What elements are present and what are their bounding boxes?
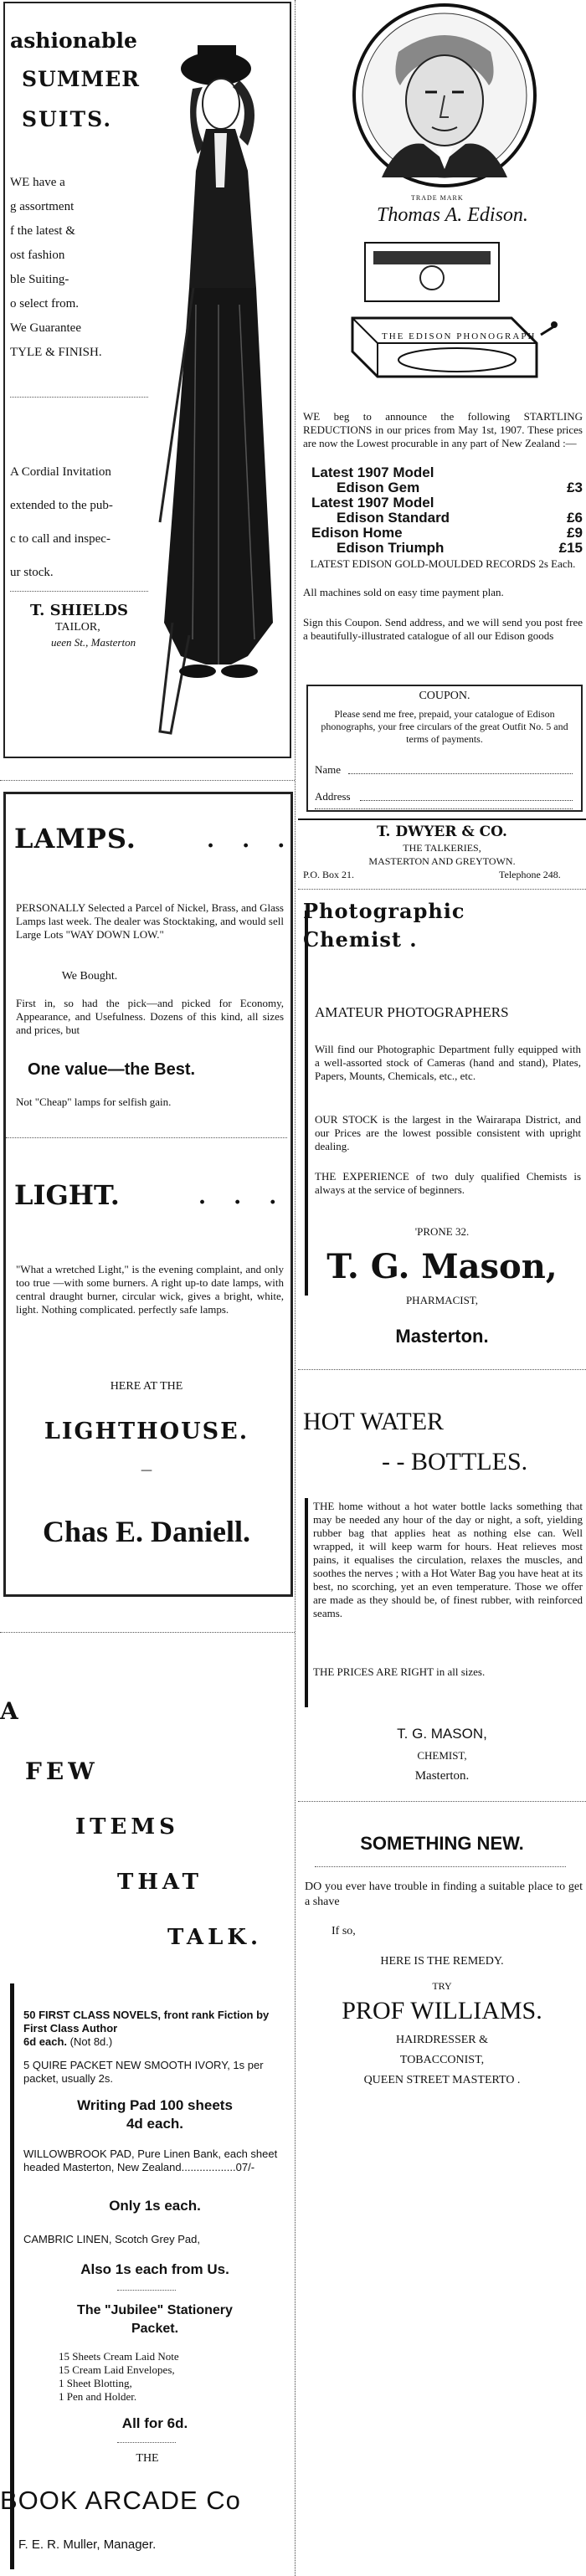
book-item-1-note: (Not 8d.) [69, 2035, 113, 2048]
photo-phone: 'PRONE 32. [414, 1225, 470, 1238]
lamps-bought: We Bought. [61, 970, 118, 983]
hot-water-prices [313, 1665, 583, 1679]
edison-portrait-medallion [348, 2, 541, 194]
phonograph-label: THE EDISON PHONOGRAPH [382, 331, 537, 341]
dash: — [141, 1464, 152, 1477]
edison-intro [303, 410, 583, 450]
light-dots: . . . [198, 1184, 287, 1209]
edison-model: Latest 1907 Model [311, 495, 434, 511]
edison-sign-text: Sign this Coupon. Send address, and we will send you post free a beautifully-illustrated catalogue of all our Edison goods [303, 616, 583, 642]
book-item-2 [23, 2059, 288, 2086]
edison-price-row [303, 526, 583, 541]
shields-invitation [10, 455, 165, 589]
edison-records [303, 557, 583, 571]
divider [0, 780, 295, 781]
divider [298, 818, 586, 820]
lamps-dots: . . . [207, 828, 296, 853]
left-rule [10, 1983, 14, 2569]
edison-signature: Thomas A. Edison. [377, 204, 528, 226]
photo-title-1: Photographic [303, 899, 465, 923]
lamps-cheap: Not "Cheap" lamps for selfish gain. [16, 1096, 172, 1108]
shields-headline-1: ashionable [10, 28, 137, 53]
edison-model: Latest 1907 Model [311, 464, 434, 480]
light-p3-text: "What a wretched Light," is the evening complaint, and only too true —with some burners. A right up-to date lamps, with central draught burner, circular wick, gives a bright, white, light. Nothing complicated. perfectly safe lamps. [16, 1263, 284, 1316]
edison-price-row [303, 495, 583, 511]
jubilee-item: 1 Pen and Holder. [59, 2390, 137, 2403]
writing-pad-price: 4d each. [126, 2116, 184, 2132]
shields-address: ueen St., Masterton [51, 636, 136, 649]
lamps-paragraph-1 [16, 901, 284, 942]
shields-body-line: We Guarantee [10, 321, 81, 335]
williams-title: SOMETHING NEW. [360, 1833, 524, 1854]
hot-water-text: THE home without a hot water bottle lacks something that may be needed any hour of the day or night, a soft, yielding rubber bag that applies heat as nothing else can. Well wrapped, it will keep warm for hours. Heat relieves most pains, it equalises the circulation, relaxes the muscles, and soothes the nerves ; with a Hot Water Bag you have heat at its best, no scorching, yet an even temperature. Those we offer are made as they should be, of finest rubber, with reinforced seams. [313, 1500, 583, 1619]
williams-ifso: If so, [332, 1925, 356, 1937]
divider [298, 889, 586, 890]
the-label: THE [136, 2452, 159, 2465]
shields-body [10, 171, 152, 365]
hot-water-prices-text: THE PRICES ARE RIGHT in all sizes. [313, 1665, 486, 1678]
shields-name: T. SHIELDS [30, 602, 129, 619]
shields-body-line: ble Suiting- [10, 273, 69, 286]
dwyer-pobox: P.O. Box 21. [303, 869, 355, 880]
lamps-ad [3, 792, 296, 1597]
daniell-name: Chas E. Daniell. [42, 1515, 251, 1548]
dwyer-line-1: THE TALKERIES, [403, 842, 481, 854]
williams-remedy: HERE IS THE REMEDY. [380, 1955, 504, 1968]
shields-body-line: WE have a [10, 176, 65, 189]
lamps-value: One value—the Best. [28, 1060, 196, 1079]
lamps-title: LAMPS. [14, 823, 136, 854]
shields-invite-line: extended to the pub- [10, 499, 113, 512]
coupon-address-field-2[interactable] [315, 808, 573, 809]
shields-invite-line: c to call and inspec- [10, 532, 111, 546]
photo-paragraph-2 [315, 1113, 581, 1153]
cambric-linen: CAMBRIC LINEN, Scotch Grey Pad, [23, 2233, 200, 2245]
mason2-town: Masterton. [414, 1769, 470, 1783]
edison-terms [303, 586, 583, 599]
few-items-that: THAT [117, 1870, 203, 1895]
williams-try: TRY [432, 1980, 452, 1992]
divider [6, 1137, 287, 1138]
divider [117, 2442, 176, 2443]
divider [10, 591, 148, 592]
here-at-the: HERE AT THE [110, 1380, 183, 1393]
shields-ad [3, 2, 291, 758]
photo-p3-text: THE EXPERIENCE of two duly qualified Chemists is always at the service of beginners. [315, 1170, 581, 1196]
coupon-name-label: Name [315, 763, 342, 776]
edison-model: Edison Gem [337, 480, 420, 495]
mason-town: Masterton. [395, 1326, 489, 1347]
coupon-form [306, 685, 583, 812]
shields-body-line: ost fashion [10, 249, 65, 262]
shields-body-line: o select from. [10, 297, 80, 310]
jubilee-item: 15 Sheets Cream Laid Note [59, 2350, 179, 2363]
photo-p1-text: Will find our Photographic Department fully equipped with a well-assorted stock of Cameras (hand and stand), Plates, Papers, Mounts, Chemicals, etc., etc. [315, 1043, 581, 1082]
few-items-talk: TALK. [167, 1925, 263, 1950]
edison-price-row [303, 465, 583, 480]
lamps-p1-text: PERSONALLY Selected a Parcel of Nickel, Brass, and Glass Lamps last week. The dealer was Stocktaking, and would sell Large Lots "WAY DOWN LOW." [16, 901, 284, 941]
shields-invite-line: ur stock. [10, 566, 54, 579]
trademark-label: TRADE MARK [411, 194, 464, 202]
edison-price: £9 [567, 525, 583, 541]
dwyer-line-2: MASTERTON AND GREYTOWN. [368, 855, 516, 867]
hot-water-title-2: - - BOTTLES. [382, 1448, 528, 1475]
hot-water-paragraph [313, 1500, 583, 1620]
edison-records-text: LATEST EDISON GOLD-MOULDED RECORDS 2s Each. [310, 557, 576, 570]
dwyer-phone: Telephone 248. [499, 869, 561, 880]
coupon-title: COUPON. [419, 690, 470, 702]
book-arcade-manager: F. E. R. Muller, Manager. [18, 2538, 157, 2552]
edison-terms-text: All machines sold on easy time payment plan. [303, 586, 504, 598]
shields-invite-line: A Cordial Invitation [10, 465, 111, 479]
few-items-few: FEW [25, 1758, 99, 1785]
edison-model: Edison Home [311, 525, 403, 541]
williams-name: PROF WILLIAMS. [342, 1997, 542, 2024]
light-title: LIGHT. [14, 1179, 120, 1211]
divider [10, 397, 148, 398]
williams-line-3: QUEEN STREET MASTERTO . [363, 2074, 521, 2086]
edison-price-list [303, 465, 583, 556]
mason2-name: T. G. MASON, [397, 1726, 487, 1742]
shields-body-line: f the latest & [10, 224, 75, 238]
book-item-4 [23, 2148, 288, 2174]
light-paragraph [16, 1263, 284, 1316]
mason-name: T. G. Mason, [326, 1247, 558, 1286]
edison-sign [303, 616, 583, 643]
only-1s: Only 1s each. [109, 2198, 201, 2214]
coupon-name-field[interactable] [348, 773, 573, 774]
woman-in-suit-illustration [156, 20, 281, 740]
coupon-text-body: Please send me free, prepaid, your catalogue of Edison phonographs, your free circulars of the great Outfit No. 5 and terms of payments. [321, 708, 568, 745]
jubilee-item: 15 Cream Laid Envelopes, [59, 2363, 175, 2376]
hot-water-title-1: HOT WATER [303, 1408, 445, 1435]
few-items-a: A [0, 1697, 18, 1725]
divider [298, 1369, 586, 1370]
edison-price-row [303, 480, 583, 495]
writing-pad: Writing Pad 100 sheets [77, 2097, 233, 2113]
divider [315, 1866, 566, 1867]
williams-paragraph [305, 1880, 583, 1910]
coupon-text [315, 708, 574, 746]
book-item-1-text: 50 FIRST CLASS NOVELS, front rank Fiction by First Class Author [23, 2009, 270, 2035]
edison-intro-text: WE beg to announce the following STARTLING REDUCTIONS in our prices from May 1st, 1907. These prices are now the Lowest procurable in any part of New Zealand :— [303, 410, 583, 449]
photo-title-2: Chemist . [303, 927, 418, 952]
jubilee-item: 1 Sheet Blotting, [59, 2377, 132, 2389]
coupon-address-field[interactable] [360, 800, 573, 801]
jubilee-title: The "Jubilee" Stationery [77, 2303, 233, 2317]
lighthouse-title: LIGHTHOUSE. [44, 1419, 249, 1445]
book-item-4-text: WILLOWBROOK PAD, Pure Linen Bank, each sheet headed Masterton, New Zealand..................07/- [23, 2148, 278, 2173]
mason-role: PHARMACIST, [405, 1294, 479, 1306]
jubilee-contents [59, 2350, 276, 2404]
williams-line-1: HAIRDRESSER & [395, 2034, 489, 2046]
lamps-paragraph-2 [16, 997, 284, 1037]
shields-body-line: g assortment [10, 200, 75, 213]
dwyer-name: T. DWYER & CO. [377, 824, 507, 840]
few-items-items: ITEMS [75, 1814, 179, 1840]
photo-p2-text: OUR STOCK is the largest in the Wairarapa District, and our Prices are the lowest possible consistent with upright dealing. [315, 1113, 581, 1152]
phonograph-illustration [348, 234, 558, 393]
williams-line-2: TOBACCONIST, [399, 2054, 485, 2066]
shields-body-line: TYLE & FINISH. [10, 346, 102, 359]
shields-title: TAILOR, [55, 621, 100, 634]
divider [298, 1801, 586, 1802]
lamps-p2-text: First in, so had the pick—and picked for Economy, Appearance, and Usefulness. Dozens of this kind, all sizes and prices, but [16, 997, 284, 1036]
photo-paragraph-1 [315, 1043, 581, 1083]
edison-price-row [303, 541, 583, 556]
edison-price: £15 [558, 540, 583, 556]
mason2-role: CHEMIST, [417, 1749, 467, 1762]
book-item-2-text: 5 QUIRE PACKET NEW SMOOTH IVORY, 1s per packet, usually 2s. [23, 2059, 264, 2085]
left-rule [305, 1498, 308, 1707]
book-item-1 [23, 2009, 288, 2049]
shields-headline-3: SUITS. [22, 107, 113, 131]
edison-price: £3 [567, 480, 583, 495]
williams-p1-text: DO you ever have trouble in finding a suitable place to get a shave [305, 1881, 583, 1908]
also-1s: Also 1s each from Us. [80, 2261, 229, 2277]
edison-model: Edison Standard [337, 510, 450, 526]
edison-price-row [303, 511, 583, 526]
coupon-address-label: Address [315, 790, 351, 803]
all-for-6d: All for 6d. [121, 2415, 188, 2431]
book-arcade-name: BOOK ARCADE Co [0, 2486, 241, 2515]
amateur-head: AMATEUR PHOTOGRAPHERS [315, 1004, 509, 1020]
book-item-1-price: 6d each. [23, 2035, 68, 2048]
divider [0, 1632, 295, 1633]
shields-headline-2: SUMMER [22, 67, 141, 91]
edison-price: £6 [567, 510, 583, 526]
divider [117, 2290, 176, 2291]
jubilee-packet: Packet. [131, 2322, 179, 2336]
right-column [298, 0, 586, 2576]
edison-model: Edison Triumph [337, 540, 445, 556]
photo-paragraph-3 [315, 1170, 581, 1197]
